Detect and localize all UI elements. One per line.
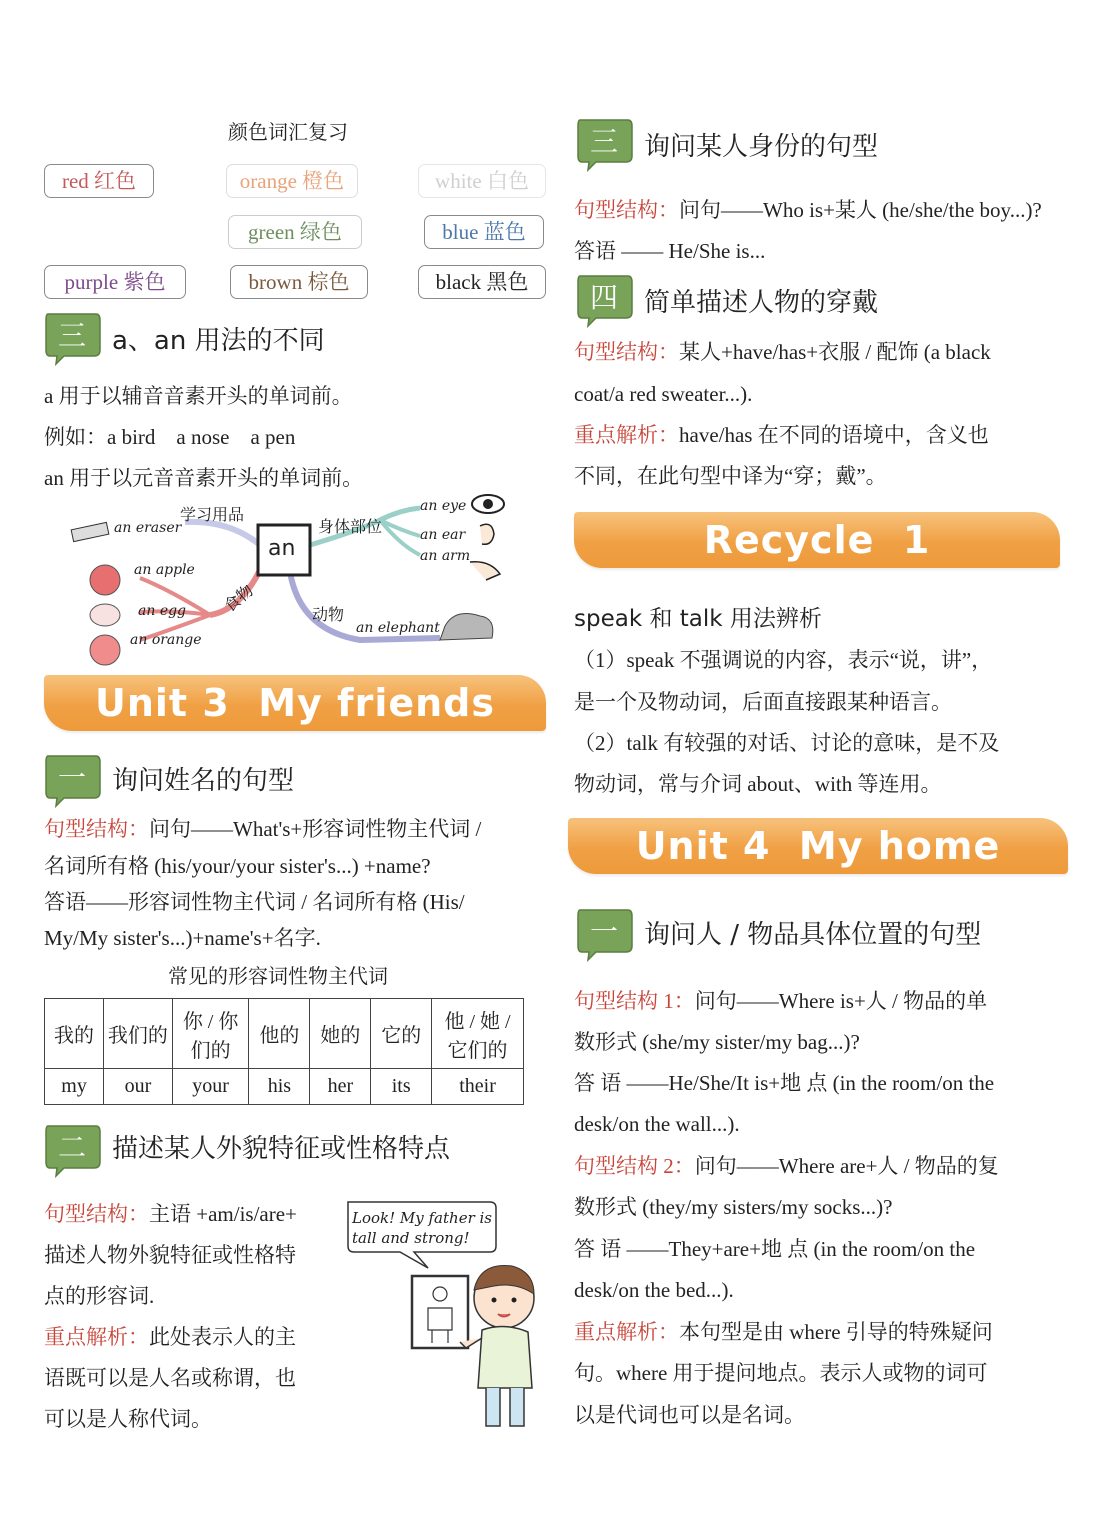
mindmap-branch-food: 食物: [220, 580, 258, 616]
mindmap-item-egg: an egg: [138, 603, 187, 619]
mindmap-item-eye: an eye: [420, 498, 467, 514]
pattern-label: 句型结构 1：: [574, 989, 695, 1013]
section-badge-icon: [42, 310, 102, 366]
mindmap-item-ear: an ear: [420, 527, 466, 543]
a-an-line-2: 例如：a bird a nose a pen: [44, 425, 296, 449]
location-note-text-1: 本句型是由 where 引导的特殊疑问: [679, 1320, 993, 1344]
mindmap-item-apple: an apple: [134, 562, 195, 578]
note-label: 重点解析：: [44, 1325, 149, 1349]
location-line-2: 数形式 (she/my sister/my bag...)?: [574, 1030, 860, 1054]
recycle-line-1: （1）speak 不强调说的内容，表示“说，讲”，: [574, 648, 993, 672]
clothing-line-1: [574, 338, 991, 366]
table-cell: their: [432, 1069, 524, 1105]
location-line-3: 答 语 ——He/She/It is+地 点 (in the room/on the: [574, 1071, 995, 1095]
pattern-label: 句型结构：: [44, 1202, 149, 1226]
ask-name-text-1: 问句——What's+形容词性物主代词 /: [149, 817, 482, 841]
location-line-7: 答 语 ——They+are+地 点 (in the room/on the: [574, 1237, 976, 1261]
note-label: 重点解析：: [574, 1320, 679, 1344]
recycle-line-3: （2）talk 有较强的对话、讨论的意味，是不及: [574, 731, 1000, 755]
location-text-1: 问句——Where is+人 / 物品的单: [694, 989, 988, 1013]
pattern-label: 句型结构 2：: [574, 1154, 695, 1178]
location-line-8: desk/on the bed...).: [574, 1278, 734, 1302]
section-heading-identity: 询问某人身份的句型: [644, 132, 879, 162]
a-an-line-3: an 用于以元音音素开头的单词前。: [44, 466, 364, 490]
mindmap-item-elephant: an elephant: [356, 620, 440, 636]
section-heading-ask-name: 询问姓名的句型: [112, 766, 295, 796]
mindmap-branch-body: 身体部位: [318, 517, 383, 536]
identity-line-2: 答语 —— He/She is...: [574, 239, 766, 263]
location-note-3: 以是代词也可以是名词。: [574, 1403, 805, 1427]
color-review-title: 颜色词汇复习: [228, 120, 348, 144]
table-cell: its: [371, 1069, 432, 1105]
pronoun-table-title: 常见的形容词性物主代词: [168, 964, 388, 988]
unit4-banner: Unit 4 My home: [568, 818, 1068, 874]
section-heading-a-an: a、an 用法的不同: [112, 326, 325, 356]
table-cell: his: [249, 1069, 310, 1105]
location-line-1: [574, 987, 987, 1015]
speech-bubble-text: [352, 1208, 492, 1248]
ask-name-line-1: [44, 815, 481, 843]
recycle-title: speak 和 talk 用法辨析: [574, 606, 822, 632]
table-header: 她的: [310, 999, 371, 1069]
section-badge-icon: [574, 906, 634, 962]
bubble-line-2: tall and strong!: [352, 1229, 470, 1247]
mindmap-center: an: [268, 536, 296, 561]
location-line-6: 数形式 (they/my sisters/my socks...)?: [574, 1195, 893, 1219]
location-note-1: [574, 1318, 993, 1346]
identity-text-1: 问句——Who is+某人 (he/she/the boy...)?: [679, 198, 1042, 222]
location-line-5: [574, 1152, 999, 1180]
svg-text:三: 三: [57, 319, 87, 352]
section-heading-clothing: 简单描述人物的穿戴: [644, 288, 879, 318]
table-header: 他的: [249, 999, 310, 1069]
color-chip-brown: brown 棕色: [230, 265, 368, 299]
table-cell: your: [172, 1069, 249, 1105]
clothing-note-2: 不同，在此句型中译为“穿；戴”。: [574, 464, 887, 488]
unit3-banner: Unit 3 My friends: [44, 675, 546, 731]
table-cell: her: [310, 1069, 371, 1105]
mindmap-branch-animal: 动物: [312, 605, 345, 624]
table-header: 他 / 她 / 它们的: [432, 999, 524, 1069]
location-line-4: desk/on the wall...).: [574, 1112, 740, 1136]
color-chip-white: white 白色: [418, 164, 546, 198]
bubble-line-1: Look! My father is: [352, 1209, 493, 1227]
svg-text:二: 二: [57, 1131, 87, 1164]
svg-text:一: 一: [57, 761, 87, 794]
mindmap-branch-stationery: 学习用品: [180, 505, 245, 524]
ask-name-line-4: My/My sister's...)+name's+名字.: [44, 926, 321, 950]
describe-line-3: 点的形容词.: [44, 1284, 155, 1308]
describe-line-2: 描述人物外貌特征或性格特: [44, 1243, 296, 1267]
mindmap-item-arm: an arm: [420, 548, 471, 564]
table-header: 我们的: [104, 999, 173, 1069]
pronoun-table: [44, 998, 524, 1105]
pattern-label: 句型结构：: [44, 817, 149, 841]
mindmap-labels: [60, 490, 510, 670]
clothing-line-2: coat/a red sweater...).: [574, 382, 753, 406]
table-header: 你 / 你们的: [172, 999, 249, 1069]
mindmap-item-eraser: an eraser: [114, 520, 182, 536]
describe-note-3: 可以是人称代词。: [44, 1407, 212, 1431]
describe-note-1: [44, 1323, 296, 1351]
describe-note-text-1: 此处表示人的主: [149, 1325, 296, 1349]
color-chip-black: black 黑色: [418, 265, 546, 299]
table-header: 它的: [371, 999, 432, 1069]
note-label: 重点解析：: [574, 423, 679, 447]
ask-name-line-2: 名词所有格 (his/your/your sister's...) +name?: [44, 854, 431, 878]
mindmap-item-orange: an orange: [130, 632, 202, 648]
location-note-2: 句。where 用于提问地点。表示人或物的词可: [574, 1361, 988, 1385]
color-chip-orange: orange 橙色: [226, 164, 358, 198]
section-badge-icon: [42, 752, 102, 808]
location-text-5: 问句——Where are+人 / 物品的复: [694, 1154, 999, 1178]
pattern-label: 句型结构：: [574, 340, 679, 364]
clothing-note-text-1: have/has 在不同的语境中，含义也: [679, 423, 989, 447]
clothing-text-1: 某人+have/has+衣服 / 配饰 (a black: [679, 340, 991, 364]
section-badge-icon: [574, 272, 634, 328]
recycle-banner: Recycle 1: [574, 512, 1060, 568]
identity-line-1: [574, 196, 1042, 224]
ask-name-line-3: 答语——形容词性物主代词 / 名词所有格 (His/: [44, 890, 465, 914]
a-an-line-1: a 用于以辅音音素开头的单词前。: [44, 384, 353, 408]
table-cell: my: [45, 1069, 104, 1105]
describe-note-2: 语既可以是人名或称谓，也: [44, 1366, 296, 1390]
section-heading-describe: 描述某人外貌特征或性格特点: [112, 1134, 451, 1164]
svg-text:一: 一: [589, 915, 619, 948]
describe-line-1: [44, 1200, 297, 1228]
section-heading-location: 询问人 / 物品具体位置的句型: [644, 920, 982, 950]
color-chip-red: red 红色: [44, 164, 154, 198]
svg-text:三: 三: [589, 125, 619, 158]
color-chip-green: green 绿色: [228, 215, 362, 249]
clothing-note-1: [574, 421, 989, 449]
svg-text:四: 四: [589, 281, 619, 314]
describe-text-1: 主语 +am/is/are+: [149, 1202, 297, 1226]
recycle-line-4: 物动词，常与介词 about、with 等连用。: [574, 772, 942, 796]
table-cell: our: [104, 1069, 173, 1105]
table-header: 我的: [45, 999, 104, 1069]
color-chip-purple: purple 紫色: [44, 265, 186, 299]
section-badge-icon: [574, 116, 634, 172]
color-chip-blue: blue 蓝色: [424, 215, 544, 249]
recycle-line-2: 是一个及物动词，后面直接跟某种语言。: [574, 690, 952, 714]
section-badge-icon: [42, 1122, 102, 1178]
pattern-label: 句型结构：: [574, 198, 679, 222]
